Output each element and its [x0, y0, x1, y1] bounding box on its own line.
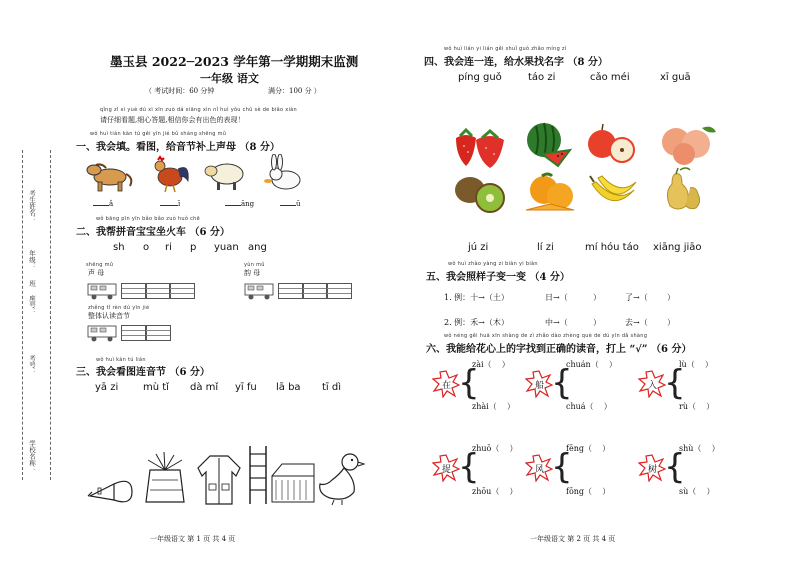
pear-icon	[660, 166, 706, 214]
s2-letter: sh	[113, 242, 125, 253]
option-b[interactable]: fōng（ ）	[566, 487, 611, 496]
s3-word[interactable]: yī fu	[235, 382, 257, 393]
fruit-name-top[interactable]: cǎo méi	[590, 72, 630, 83]
fruit-name-top[interactable]: táo zi	[528, 72, 556, 83]
score-info: 满分：100 分 ）	[268, 87, 321, 95]
brace-icon: {	[551, 447, 573, 487]
time-info: （ 考试时间：60 分钟	[145, 87, 215, 95]
rooster-icon	[150, 155, 192, 193]
orange-icon	[522, 170, 578, 214]
banana-icon	[588, 170, 638, 212]
train2-box-1[interactable]	[278, 283, 304, 299]
brace-icon: {	[664, 447, 686, 487]
train2-box-2[interactable]	[302, 283, 328, 299]
s5-pinyin: wǒ huì zhào yàng zi biàn yi biàn	[448, 261, 538, 267]
instruction: 请仔细看题,细心答题,相信你会有出色的表现！	[100, 116, 245, 124]
s3-word[interactable]: yā zi	[95, 382, 119, 393]
strawberry-icon	[452, 126, 508, 168]
train-icon	[86, 280, 122, 300]
train1-box-1[interactable]	[121, 283, 147, 299]
brace-icon: {	[551, 363, 573, 403]
s1-blank-4[interactable]: ū	[280, 200, 301, 208]
train2-box-3[interactable]	[326, 283, 352, 299]
train-icon	[243, 280, 279, 300]
flower-char: 在	[442, 381, 452, 391]
s3-pinyin: wǒ huì kàn tú lián	[96, 357, 146, 363]
train2-label: 韵 母	[244, 269, 261, 277]
s5-row2-q1-close[interactable]: ）	[593, 318, 601, 327]
option-a[interactable]: zhuō（ ）	[472, 444, 518, 453]
s5-row2-q1: 中→（	[545, 318, 568, 327]
fruit-name-bottom[interactable]: xiāng jiāo	[653, 242, 702, 253]
fruit-name-top[interactable]: píng guǒ	[458, 72, 502, 83]
peach-icon	[656, 120, 722, 166]
kiwi-icon	[452, 172, 508, 214]
footer-left: 一年级语文 第 1 页 共 4 页	[150, 535, 236, 543]
s3-word[interactable]: dà mǐ	[190, 382, 219, 393]
option-a[interactable]: shù（ ）	[679, 444, 720, 453]
s5-row1-q2-close[interactable]: ）	[667, 293, 675, 302]
s5-row1-q2: 了→（	[625, 293, 648, 302]
s5-row2-example: 2. 例：禾→（木）	[444, 318, 509, 327]
fruit-name-bottom[interactable]: mí hóu táo	[585, 242, 639, 253]
train3-box-2[interactable]	[145, 325, 171, 341]
train1-pinyin: shēng mǔ	[86, 262, 114, 268]
fruit-name-bottom[interactable]: jú zi	[468, 242, 489, 253]
option-b[interactable]: rù（ ）	[679, 402, 715, 411]
s2-letter: ang	[248, 242, 267, 253]
s3-word[interactable]: lā ba	[276, 382, 301, 393]
s4-pinyin: wǒ huì lián yi lián gěi shuǐ guǒ zhǎo míng zì	[444, 46, 567, 52]
horse-icon	[86, 160, 136, 192]
s2-letter: p	[190, 242, 197, 253]
ladder-icon	[246, 444, 270, 506]
duck-icon	[316, 450, 366, 506]
school-label: 学校名称：	[28, 440, 36, 473]
sheep-icon	[203, 158, 247, 192]
flower-char: 风	[535, 465, 545, 475]
option-b[interactable]: zhài（ ）	[472, 402, 515, 411]
s5-title: 五、我会照样子变一变 （4 分）	[426, 272, 570, 283]
binding-line	[22, 150, 23, 480]
apple-icon	[586, 122, 636, 166]
name-label: 考生姓名：	[28, 190, 36, 223]
binding-line-inner	[50, 150, 51, 480]
option-b[interactable]: chuá（ ）	[566, 402, 612, 411]
s2-letter: o	[143, 242, 150, 253]
option-a[interactable]: zài（ ）	[472, 360, 510, 369]
s5-row1-example: 1. 例：十→（土）	[444, 293, 509, 302]
rice-sack-icon	[142, 450, 188, 506]
train1-label: 声 母	[88, 269, 105, 277]
flower-char: 入	[648, 381, 658, 391]
train1-box-2[interactable]	[145, 283, 171, 299]
flower-char: 树	[648, 465, 658, 475]
s2-title: 二、我帮拼音宝宝坐火车 （6 分）	[76, 227, 230, 238]
option-b[interactable]: zhōu（ ）	[472, 487, 518, 496]
train3-label: 整体认读音节	[88, 312, 130, 320]
s5-row2-q2: 去→（	[625, 318, 648, 327]
s3-word[interactable]: mù tǐ	[143, 382, 169, 393]
train1-box-3[interactable]	[169, 283, 195, 299]
brace-icon: {	[664, 363, 686, 403]
fruit-name-bottom[interactable]: lí zi	[537, 242, 554, 253]
s2-pinyin: wǒ bāng pīn yīn bǎo bǎo zuò huǒ chē	[96, 216, 201, 222]
s4-title: 四、我会连一连，给水果找名字 （8 分）	[424, 57, 608, 68]
option-a[interactable]: fēng（ ）	[566, 444, 611, 453]
option-a[interactable]: chuán（ ）	[566, 360, 617, 369]
watermelon-icon	[522, 120, 572, 168]
s5-row1-q1: 日→（	[545, 293, 568, 302]
train3-box-1[interactable]	[121, 325, 147, 341]
s6-title: 六、我能给花心上的字找到正确的读音，打上 “√” （6 分）	[426, 344, 692, 355]
option-b[interactable]: sù（ ）	[679, 487, 715, 496]
flower-char: 捉	[442, 465, 452, 475]
footer-right: 一年级语文 第 2 页 共 4 页	[530, 535, 616, 543]
s1-blank-3[interactable]: āng	[225, 200, 254, 208]
flower-char: 船	[535, 381, 545, 391]
brace-icon: {	[458, 447, 480, 487]
seat-label: 座号：	[28, 295, 36, 315]
brace-icon: {	[458, 363, 480, 403]
trumpet-icon	[84, 466, 136, 506]
s1-blank-1[interactable]: ǎ	[93, 200, 113, 208]
s2-letter: ri	[165, 242, 172, 253]
s1-blank-2[interactable]: ī	[160, 200, 180, 208]
instruction-pinyin: qǐng zǐ xì yuè dú xì xīn zuò dá xiāng xìn nǐ huì yǒu chū sè de biǎo xiàn	[100, 107, 298, 113]
s5-row1-q1-close[interactable]: ）	[593, 293, 601, 302]
option-a[interactable]: lù（ ）	[679, 360, 713, 369]
number-label: 考号：	[28, 355, 36, 375]
s3-word[interactable]: tī dì	[322, 382, 342, 393]
ban-label: 班	[28, 280, 36, 287]
train-icon	[86, 322, 122, 342]
class-label: 年级：	[28, 250, 36, 270]
exam-subtitle: 一年级 语文	[200, 72, 259, 85]
s3-title: 三、我会看图连音节 （6 分）	[76, 367, 210, 378]
jacket-icon	[196, 452, 242, 506]
s2-letter: yuan	[214, 242, 239, 253]
s1-title: 一、我会填。看图，给音节补上声母 （8 分）	[76, 142, 280, 153]
rabbit-icon	[262, 154, 306, 192]
s6-pinyin: wǒ néng gěi huā xīn shàng de zì zhǎo dào zhèng què de dú yīn dǎ shàng	[444, 333, 648, 339]
exam-title: 墨玉县 2022─2023 学年第一学期期末监测	[110, 54, 359, 69]
fruit-name-top[interactable]: xī guā	[660, 72, 691, 83]
s5-row2-q2-close[interactable]: ）	[667, 318, 675, 327]
wood-pile-icon	[268, 460, 318, 506]
train3-pinyin: zhěng tǐ rèn dú yīn jié	[88, 305, 150, 311]
s1-pinyin: wǒ huì tián kàn tú gěi yīn jié bǔ shàng shēng mǔ	[90, 131, 227, 137]
train2-pinyin: yùn mǔ	[244, 262, 265, 268]
